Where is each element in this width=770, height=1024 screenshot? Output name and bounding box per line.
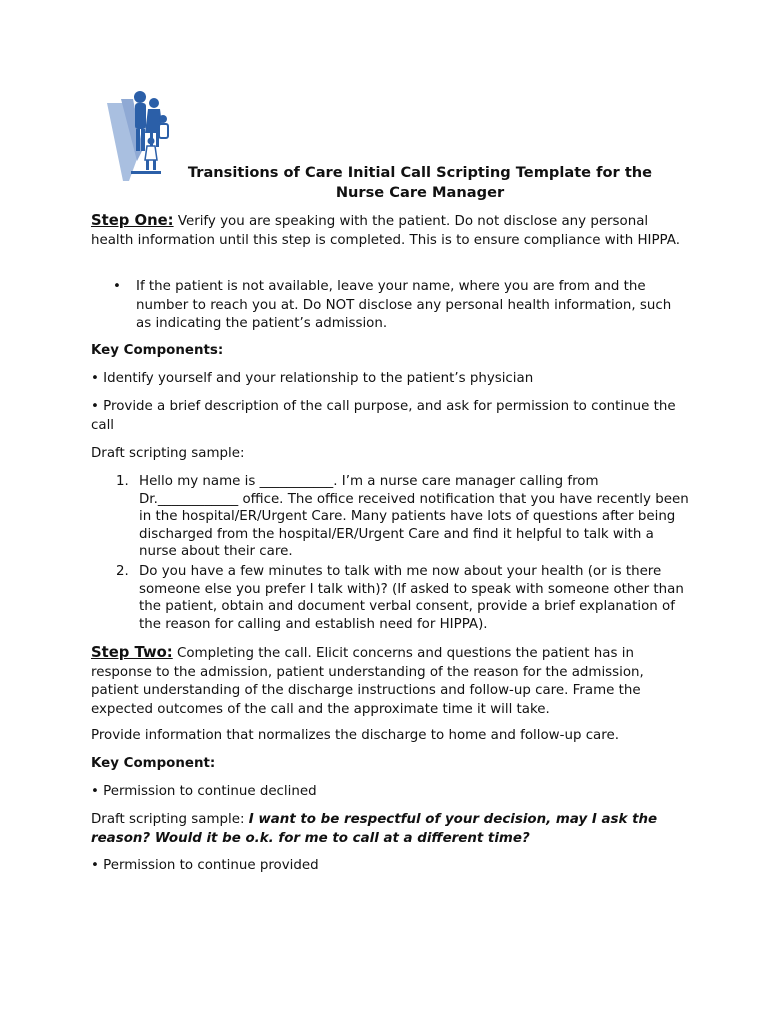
step-one-paragraph	[91, 212, 691, 250]
draft-item-text: Do you have a few minutes to talk with me now about your health (or is there someone else you prefer I talk with)? (If asked to speak with someone other than the patient, obtain and document verbal consent, provide a brief explanation of the reason for calling and establish need for HIPPA).	[139, 564, 684, 632]
bullet-dot: •	[113, 279, 121, 294]
draft-item-text: Hello my name is ___________. I’m a nurse care manager calling from Dr.____________ office. The office received notification that you have recently been in the hospital/ER/Urgent Care. Many patients have lots of questions after being discharged from the hospital/ER/Urgent Care and find it helpful to talk with a nurse about their care.	[139, 474, 689, 559]
step-one-text: Verify you are speaking with the patient. Do not disclose any personal health information until this step is completed. This is to ensure compliance with HIPPA.	[91, 214, 680, 248]
title-line-2: Nurse Care Manager	[335, 184, 505, 201]
step-two-text: Completing the call. Elicit concerns and questions the patient has in response to the admission, patient understanding of the reason for the admission, patient understanding of the discharge instructions and follow-up care. Frame the expected outcomes of the call and the approximate time it will take.	[91, 646, 644, 717]
step-two-heading: Step Two:	[91, 644, 173, 661]
draft-item-number: 1.	[116, 474, 129, 489]
normalize-paragraph: Provide information that normalizes the discharge to home and follow-up care.	[91, 728, 619, 743]
draft-sample-label: Draft scripting sample:	[91, 446, 245, 461]
declined-draft-sample	[91, 811, 691, 848]
key-component-item-2: • Provide a brief description of the call purpose, and ask for permission to continue the call	[91, 399, 676, 433]
step-one-bullet-text: If the patient is not available, leave your name, where you are from and the number to reach you at. Do NOT disclose any personal health information, such as indicating the patient’s admission.	[136, 279, 672, 331]
page-title	[150, 163, 690, 203]
key-component-item-1: • Identify yourself and your relationship to the patient’s physician	[91, 371, 534, 386]
title-line-1: Transitions of Care Initial Call Scripting Template for the	[187, 164, 653, 181]
draft-item-number: 2.	[116, 564, 129, 579]
step-two-paragraph	[91, 644, 691, 719]
key-components-heading: Key Components:	[91, 343, 224, 358]
declined-draft-text: I want to be respectful of your decision, may I ask the reason? Would it be o.k. for me to call at a different time?	[91, 812, 658, 846]
step-one-heading: Step One:	[91, 212, 174, 229]
declined-draft-label: Draft scripting sample:	[91, 812, 249, 827]
permission-declined: • Permission to continue declined	[91, 784, 317, 799]
permission-provided: • Permission to continue provided	[91, 858, 319, 873]
key-component-heading: Key Component:	[91, 756, 216, 771]
